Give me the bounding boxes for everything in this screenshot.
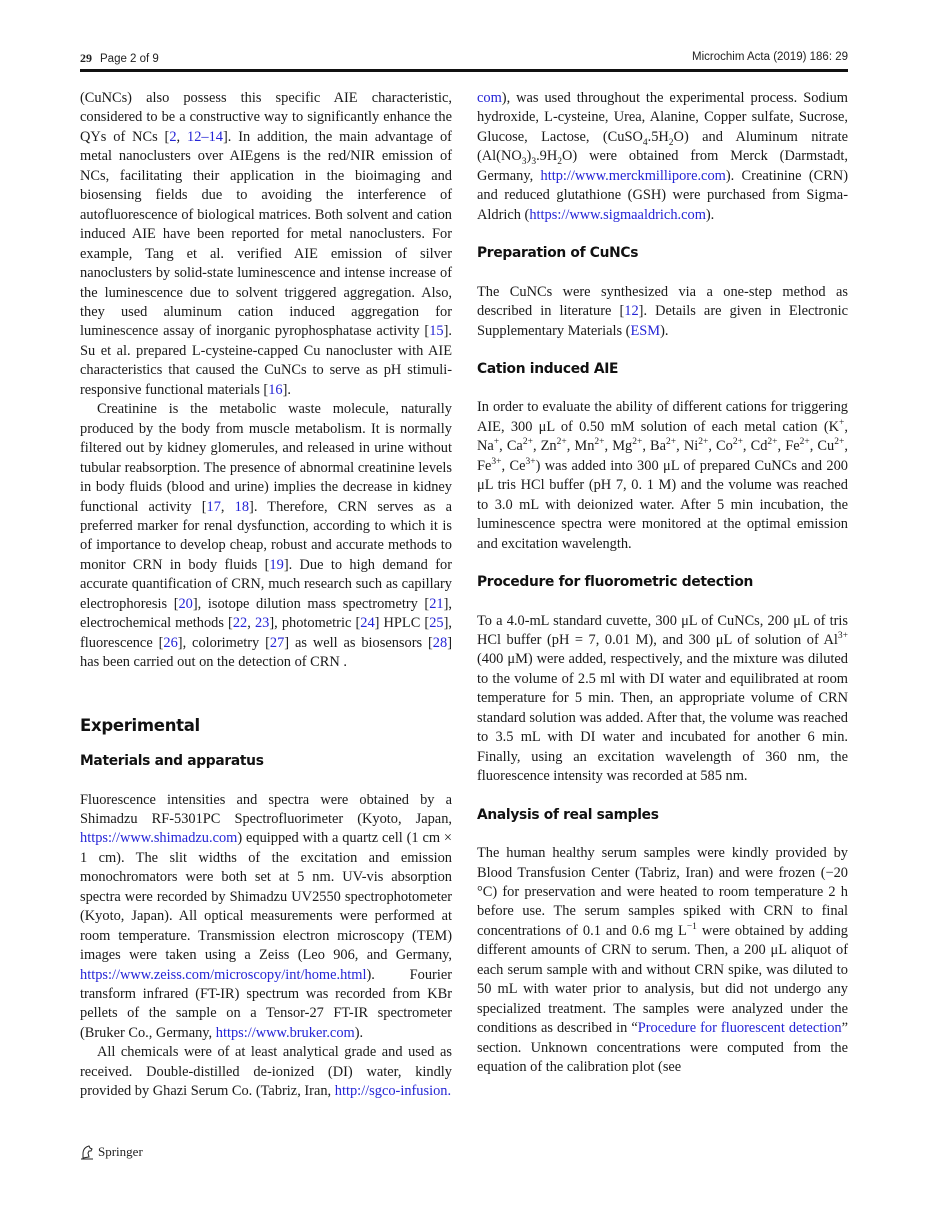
- text: ,: [220, 498, 235, 515]
- text: In order to evaluate the ability of different cations for triggering AIE, 300 μL of 0.50 mM solution of each metal cation (: [477, 399, 848, 435]
- subscript: 3: [521, 157, 527, 168]
- sigma-aldrich-link[interactable]: https://www.sigmaaldrich.com: [529, 206, 706, 223]
- cation-charge: 2+: [732, 437, 743, 448]
- merck-link[interactable]: http://www.merckmillipore.com: [540, 167, 726, 184]
- zeiss-link[interactable]: https://www.zeiss.com/microscopy/int/home.html: [80, 966, 367, 983]
- materials-paragraph-instruments: [80, 791, 452, 1044]
- citation-link[interactable]: 18: [234, 498, 250, 515]
- text: .9H: [536, 148, 558, 165]
- citation-link[interactable]: 21: [429, 595, 444, 612]
- esm-link[interactable]: ESM: [630, 322, 661, 339]
- cation: $Mg^{2+}$: [612, 437, 643, 455]
- text: ,: [247, 615, 255, 632]
- cation: K+: [828, 418, 845, 435]
- cation-charge: 2+: [632, 437, 643, 448]
- text: ), was used throughout the experimental process. Sodium hydroxide, L-cysteine, Urea, Alanine, Copper sulfate, Sucrose, Glucose, Lactose, (CuSO: [477, 90, 848, 145]
- subscript: 3: [531, 157, 537, 168]
- text: ], colorimetry [: [177, 634, 270, 651]
- citation-link[interactable]: 25: [429, 615, 444, 632]
- journal-citation: Microchim Acta (2019) 186: 29: [692, 51, 848, 63]
- cation: $Cd^{2+}$: [750, 437, 778, 455]
- cation-charge: 2+: [834, 437, 845, 448]
- text: ) was added into 300 μL of prepared CuNCs and 200 μL tris HCl buffer (pH 7, 0. 1 M) and the volume was reached to 3.0 mL with deionized water. After 5 min incubation, the luminescence spectra were monitored at the optimal emission and excitation wavelength.: [477, 457, 848, 552]
- text: were obtained by adding different amounts of CRN to serum. Then, a 200 μL aliquot of each serum sample with and without CRN spike, was diluted to 50 mL with water prior to analysis, but did not undergo any specialized treatment. The samples were analyzed under the conditions as described in “: [477, 922, 848, 1037]
- text: ]. Details are given in Electronic Supplementary Materials (: [477, 303, 848, 339]
- citation-link[interactable]: 17: [206, 498, 221, 515]
- cation-charge: 3+: [491, 457, 502, 467]
- text: ]. In addition, the main advantage of metal nanoclusters over AIEgens is the red/NIR emission of NCs, facilitating their application in the bioimaging and biosensing fields due to avoiding the interference of autofluorescence of biological matrices. Both solvent and cation induced AIE have been reported for metal nanoclusters. For example, Tang et al. verified AIE emission of silver nanoclusters by solid-state luminescence and intense increase of the luminescence due to solvent triggered aggregation. Also, they used aluminum cation induced aggregation for luminescence assay of inorganic pyrophosphatase activity [: [80, 128, 452, 340]
- citation-link[interactable]: 2: [169, 128, 177, 145]
- text: O) were obtained from Merck (Darmstadt, Germany,: [477, 148, 848, 184]
- text: ).: [354, 1024, 364, 1041]
- citation-link[interactable]: 12: [624, 303, 639, 320]
- text: ]. Due to high demand for accurate quantification of CRN, much research such as capillary electrophoresis [: [80, 556, 452, 612]
- cation: Na+: [477, 437, 500, 455]
- superscript: 3+: [837, 631, 848, 642]
- text: ). Creatinine (CRN) and reduced glutathione (GSH) were purchased from Sigma-Aldrich (: [477, 167, 848, 223]
- procedure-paragraph: [477, 612, 848, 787]
- text: ,: [176, 128, 188, 145]
- sgco-link[interactable]: http://sgco-infusion.: [334, 1083, 452, 1100]
- text: Fluorescence intensities and spectra were obtained by a Shimadzu RF-5301PC Spectrofluorimeter (Kyoto, Japan,: [80, 791, 452, 827]
- cation-charge: 3+: [525, 457, 536, 467]
- subsection-heading-cation: Cation induced AIE: [477, 360, 619, 377]
- left-column: [80, 89, 452, 1102]
- cation-charge: +: [493, 437, 500, 448]
- section-heading-experimental: Experimental: [80, 715, 200, 735]
- cation: $Fe^{2+}$: [785, 437, 810, 455]
- cation-charge: 2+: [666, 437, 677, 448]
- text: ) equipped with a quartz cell (1 cm × 1 cm). The slit widths of the excitation and emission monochromators were both set at 5 nm. UV-vis absorption spectra were recorded by Shimadzu UV2550 spectrophotometer (Kyoto, Japan). All optical measurements were performed at room temperature. Transmission electron microscopy (TEM) images were taken using a Zeiss (Leo 906, and Germany,: [80, 830, 452, 964]
- text: ] HPLC [: [374, 615, 430, 632]
- text: Creatinine is the metabolic waste molecule, naturally produced by the body from muscle metabolism. It is normally filtered out by kidney glomerules, and released in urine without tubular reabsorption. The presence of abnormal creatinine levels in body fluids (blood and urine) implies the decrease in kidney functional activity [: [80, 401, 452, 515]
- text: To a 4.0-mL standard cuvette, 300 μL of CuNCs, 200 μL of tris HCl buffer (pH = 7, 0.01 M), and 300 μL of solution of Al: [477, 612, 848, 648]
- text: ). Fourier transform infrared (FT-IR) spectrum was recorded from KBr pellets of the sample on a Tensor-27 FT-IR spectrometer (Bruker Co., Germany,: [80, 966, 452, 1041]
- citation-link[interactable]: 12–14: [187, 128, 223, 145]
- text: ], isotope dilution mass spectrometry [: [192, 595, 430, 612]
- citation-link[interactable]: 24: [360, 615, 375, 632]
- cation: $Cu^{2+}$: [817, 437, 845, 455]
- citation-link[interactable]: 15: [429, 323, 444, 340]
- running-header: [80, 51, 848, 69]
- citation-link[interactable]: 20: [178, 595, 193, 612]
- publisher-footer: [80, 1144, 143, 1160]
- preparation-paragraph: [477, 283, 848, 341]
- cation: $Co^{2+}$: [716, 437, 743, 455]
- cation-charge: 2+: [799, 437, 810, 448]
- text: ]. Therefore, CRN serves as a preferred marker for renal dysfunction, according to which it is of importance to develop cheap, robust and accurate methods to monitor CRN in body fluids [: [80, 498, 452, 573]
- citation-link[interactable]: 27: [269, 634, 285, 651]
- text: ): [526, 148, 532, 165]
- cation-charge: 2+: [767, 437, 778, 448]
- text: ]. Su et al. prepared L-cysteine-capped Cu nanocluster with AIE characteristics that caused the CuNCs to serve as pH stimuli-responsive functional materials [: [80, 323, 452, 398]
- text: ] has been carried out on the detection of CRN .: [80, 634, 452, 671]
- subsection-heading-procedure: Procedure for fluorometric detection: [477, 574, 754, 591]
- cation: $Ni^{2+}$: [683, 437, 709, 455]
- citation-link[interactable]: 23: [254, 615, 270, 632]
- procedure-section-link[interactable]: Procedure for fluorescent detection: [637, 1020, 842, 1037]
- text: ).: [705, 206, 715, 223]
- citation-link[interactable]: 19: [269, 556, 284, 573]
- citation-link[interactable]: 28: [432, 634, 448, 651]
- header-rule: [80, 69, 848, 72]
- cation-charge: +: [839, 418, 845, 429]
- text: ].: [282, 381, 291, 398]
- bruker-link[interactable]: https://www.bruker.com: [215, 1024, 355, 1041]
- text: ], fluorescence [: [80, 615, 452, 651]
- cation-charge: 2+: [698, 437, 709, 448]
- cation: $Fe^{3+}$: [477, 457, 502, 474]
- header-left: [80, 51, 159, 66]
- cation-charge: 2+: [522, 437, 533, 448]
- cation: $Ba^{2+}$: [650, 437, 677, 455]
- text: ], electrochemical methods [: [80, 595, 452, 632]
- text: O) and Aluminum nitrate (Al(NO: [477, 128, 848, 165]
- materials-paragraph-reagents: [477, 89, 848, 225]
- cation: $Zn^{2+}$: [540, 437, 567, 455]
- cation-paragraph: [477, 398, 848, 554]
- shimadzu-link[interactable]: https://www.shimadzu.com: [80, 830, 238, 847]
- subscript: 2: [557, 157, 562, 168]
- text: All chemicals were of at least analytical grade and used as received. Double-distilled de-ionized (DI) water, kindly provided by Ghazi Serum Co. (Tabriz, Iran,: [80, 1044, 452, 1100]
- text: ” section. Unknown concentrations were computed from the equation of the calibration plot (see: [477, 1020, 848, 1076]
- text: The CuNCs were synthesized via a one-step method as described in literature [: [477, 283, 848, 320]
- right-column: [477, 89, 848, 1077]
- sgco-link-continued[interactable]: com: [477, 90, 502, 106]
- cation-charge: 2+: [556, 437, 567, 448]
- subsection-heading-analysis: Analysis of real samples: [477, 806, 659, 823]
- text: ], photometric [: [269, 615, 361, 632]
- cation-list: K+, Na+, $Ca^{2+}$, $Zn^{2+}$, $Mn^{2+}$, $Mg^{2+}$, $Ba^{2+}$, $Ni^{2+}$, $Co^{2+}$, $Cd^{2+}$, $Fe^{2+}$, $Cu^{2+}$, $Fe^{3+}$, $Ce^{3+}$: [477, 418, 848, 474]
- subsection-heading-materials: Materials and apparatus: [80, 753, 264, 770]
- subscript: 2: [668, 137, 674, 148]
- citation-link[interactable]: 22: [232, 615, 248, 632]
- cation: $Mn^{2+}$: [574, 437, 605, 455]
- citation-link[interactable]: 16: [268, 381, 283, 398]
- text: ).: [660, 322, 669, 339]
- subscript: 4: [642, 137, 648, 148]
- intro-paragraph-aie: [80, 89, 452, 400]
- intro-paragraph-creatinine: [80, 400, 452, 672]
- subsection-heading-preparation: Preparation of CuNCs: [477, 245, 639, 262]
- page-label: Page 2 of 9: [100, 53, 159, 65]
- citation-link[interactable]: 26: [163, 634, 178, 651]
- text: (CuNCs) also possess this specific AIE characteristic, considered to be a constructive way to significantly enhance the QYs of NCs [: [80, 90, 452, 145]
- text: (400 μM) were added, respectively, and the mixture was diluted to the volume of 2.5 ml with DI water and equilibrated at room temperature for 5 min. Then, an appropriate volume of CRN standard solution was added. After that, the volume was reached to 3.5 mL with DI water and incubated for another 6 min. Finally, using an excitation wavelength of 360 nm, the fluorescence intensity was recorded at 585 nm.: [477, 651, 848, 785]
- analysis-paragraph: [477, 844, 848, 1077]
- cation-charge: 2+: [594, 437, 605, 448]
- publisher-name: Springer: [98, 1144, 143, 1159]
- springer-horse-icon: [80, 1145, 94, 1160]
- text: .5H: [647, 128, 669, 145]
- article-page-number: 29: [80, 51, 92, 65]
- cation: $Ce^{3+}$: [509, 457, 536, 474]
- cation: $Ca^{2+}$: [506, 437, 533, 455]
- materials-paragraph-chemicals: [80, 1043, 452, 1101]
- text: ] as well as biosensors [: [284, 634, 433, 651]
- superscript: −1: [686, 922, 697, 933]
- text: The human healthy serum samples were kindly provided by Blood Transfusion Center (Tabriz, Iran) and were frozen (−20 °C) for preservation and were heated to room temperature 2 h before use. The serum samples spiked with CRN to final concentrations of 0.1 and 0.6 mg L: [477, 845, 848, 939]
